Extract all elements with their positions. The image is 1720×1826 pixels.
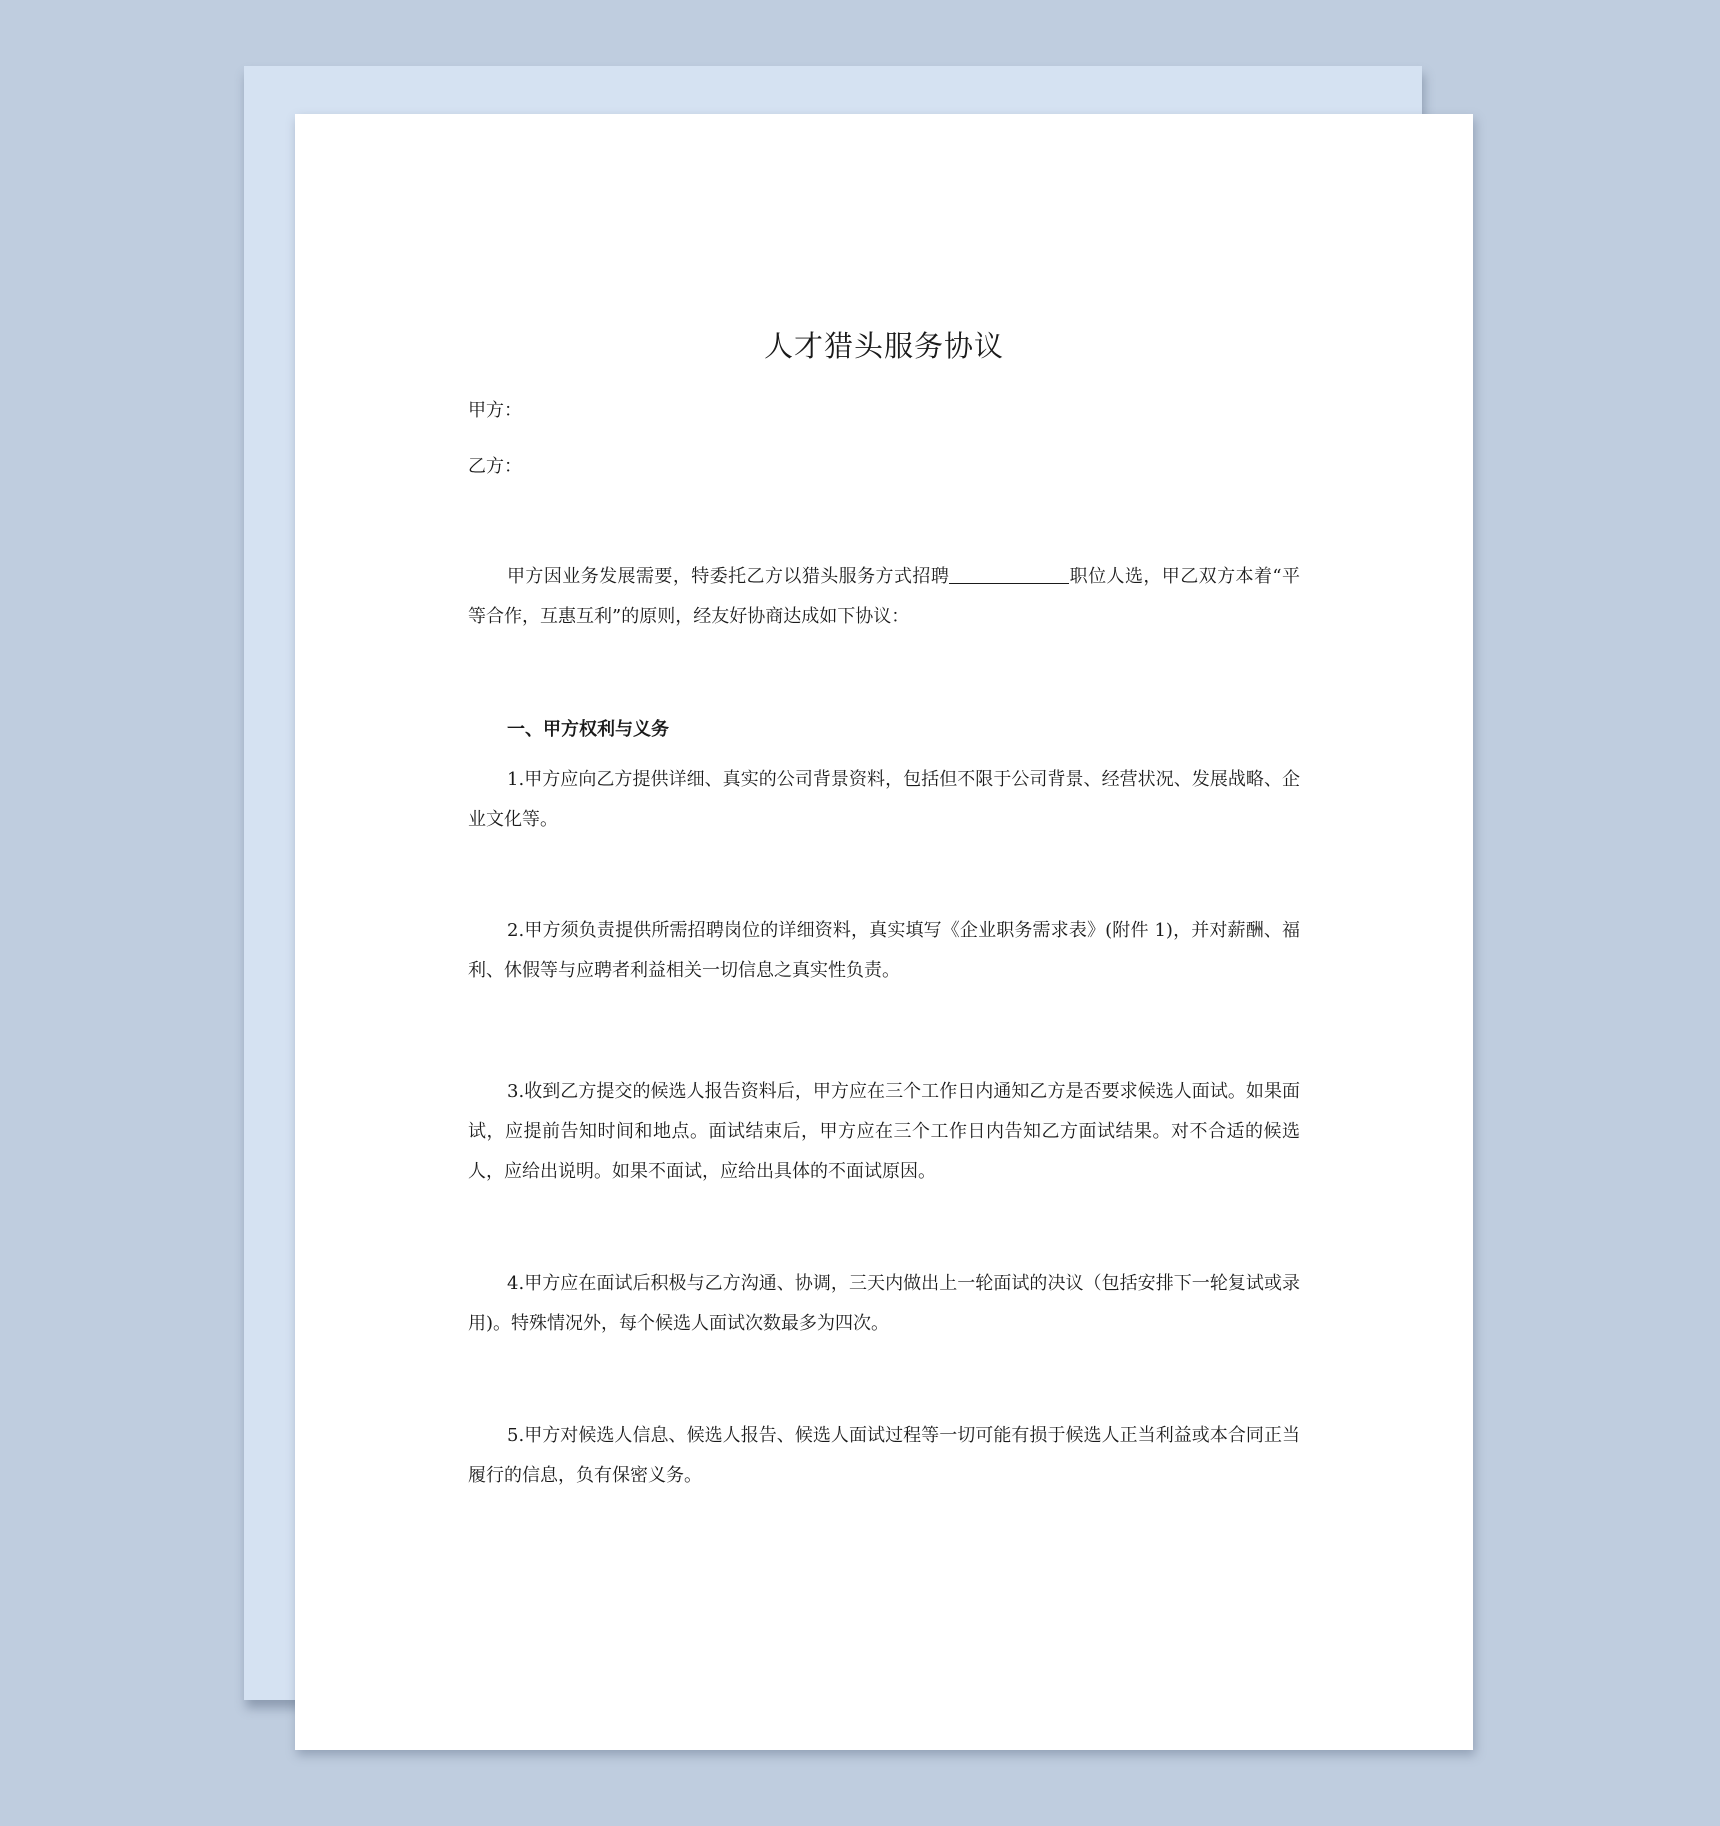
document-title: 人才猎头服务协议: [763, 329, 1004, 363]
clause-4: 4.甲方应在面试后积极与乙方沟通、协调，三天内做出上一轮面试的决议（包括安排下一轮复试或录用)。特殊情况外，每个候选人面试次数最多为四次。: [468, 1273, 1300, 1334]
document-page: [295, 114, 1473, 1750]
clause-3: 3.收到乙方提交的候选人报告资料后，甲方应在三个工作日内通知乙方是否要求候选人面试。如果面试，应提前告知时间和地点。面试结束后，甲方应在三个工作日内告知乙方面试结果。对不合适的候选人，应给出说明。如果不面试，应给出具体的不面试原因。: [468, 1081, 1300, 1182]
intro-paragraph: [468, 557, 1300, 637]
clause-1: 1.甲方应向乙方提供详细、真实的公司背景资料，包括但不限于公司背景、经营状况、发展战略、企业文化等。: [468, 769, 1300, 830]
position-blank-line: [949, 565, 1069, 584]
intro-text-after-blank: 职位人选，甲乙双方本着“平等合作，互惠互利”的原则，经友好协商达成如下协议：: [468, 566, 1301, 627]
party-a-label: 甲方：: [468, 400, 522, 421]
party-b-label: 乙方：: [468, 456, 522, 477]
clause-2: 2.甲方须负责提供所需招聘岗位的详细资料，真实填写《企业职务需求表》(附件 1)，并对薪酬、福利、休假等与应聘者利益相关一切信息之真实性负责。: [468, 920, 1300, 981]
intro-text-before-blank: 甲方因业务发展需要，特委托乙方以猎头服务方式招聘: [507, 566, 950, 587]
section-heading: 一、甲方权利与义务: [507, 719, 669, 740]
clause-5: 5.甲方对候选人信息、候选人报告、候选人面试过程等一切可能有损于候选人正当利益或本合同正当履行的信息，负有保密义务。: [468, 1425, 1300, 1486]
